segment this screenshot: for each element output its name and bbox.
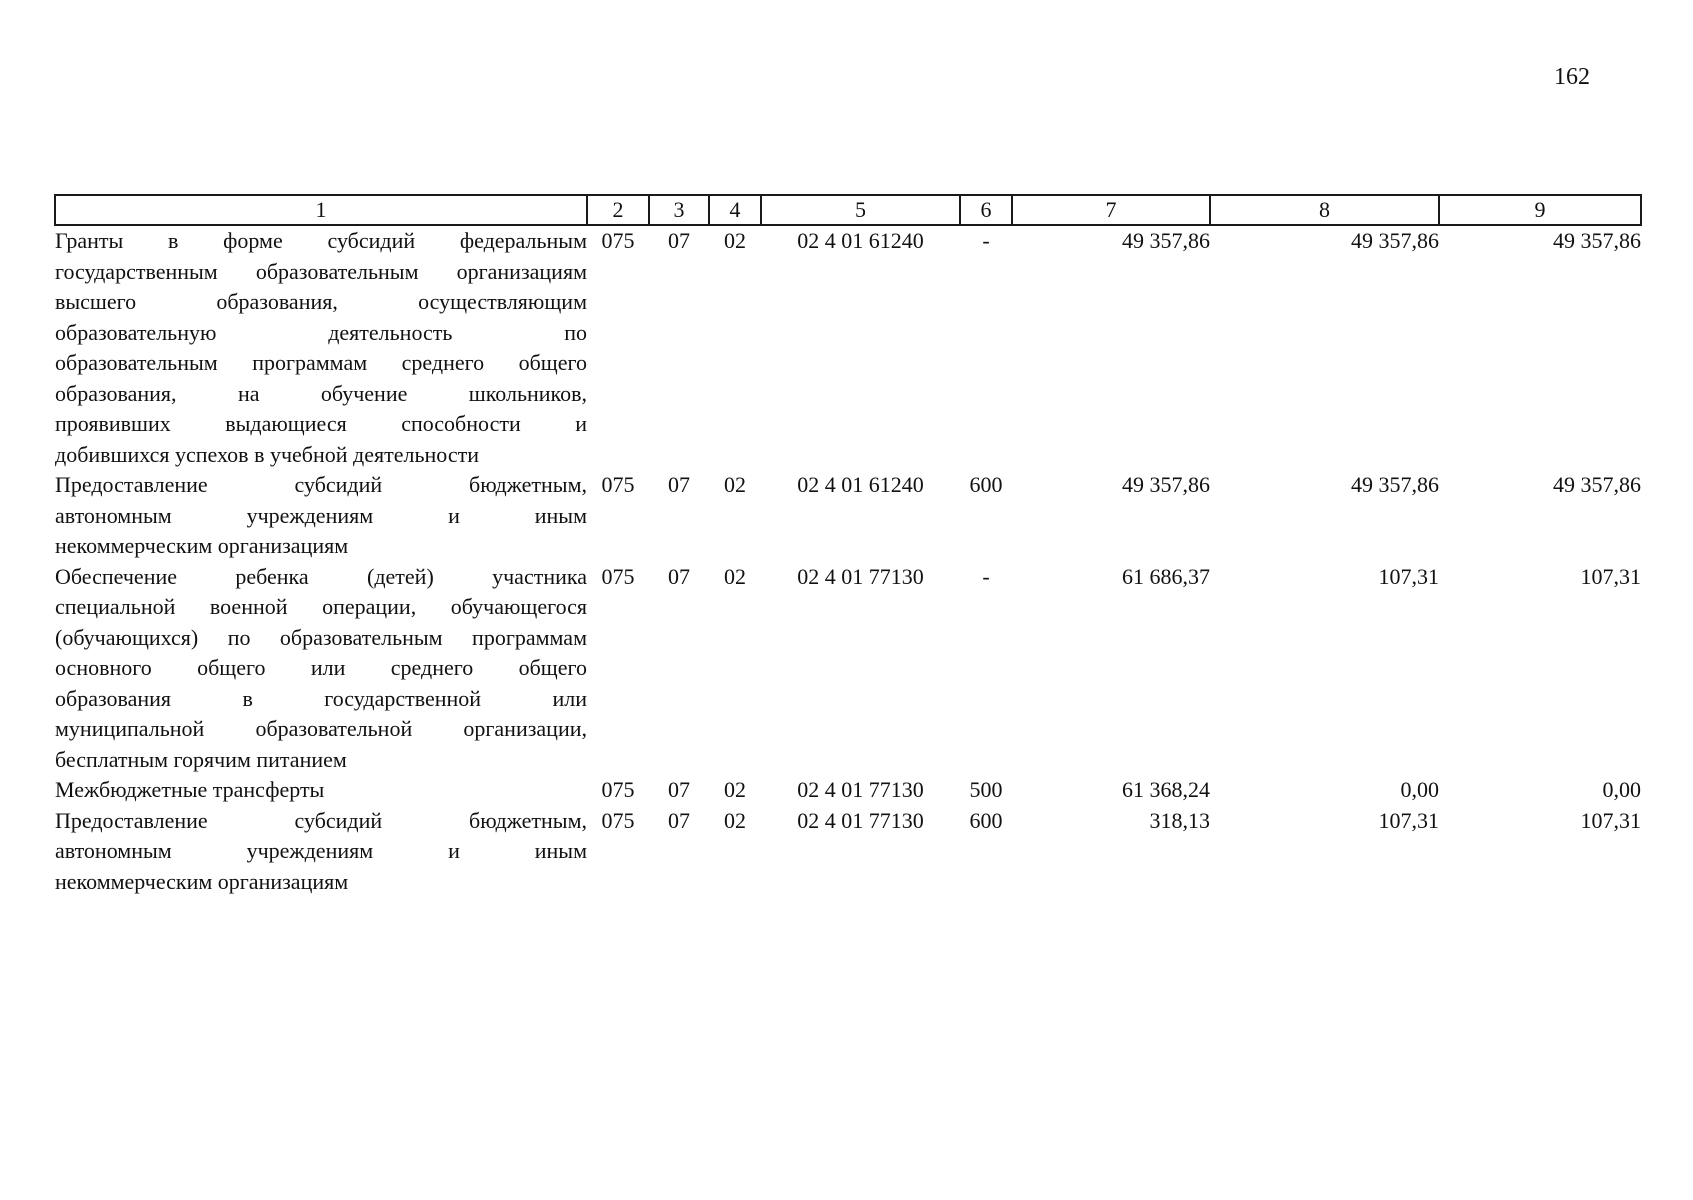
description-line: Предоставление субсидий бюджетным, [55,807,587,833]
cell-ministry-code: 075 [601,228,635,253]
header-row [55,195,1641,225]
cell-subsection: 02 [724,472,746,497]
cell-section: 07 [668,563,690,589]
row-description [55,562,587,776]
cell-expense-type: - [982,228,990,253]
description-line: автономным учреждениям и иным [55,838,587,863]
cell-amount-8: 0,00 [1400,777,1439,802]
description-line: образовательным программам среднего общего [55,350,587,375]
description-line: автономным учреждениям и иным [55,502,587,528]
row-description [55,225,587,470]
description-line: Обеспечение ребенка (детей) участника [55,563,587,589]
cell-expense-type: - [982,563,990,589]
description-line: (обучающихся) по образовательным программам [55,624,587,650]
header-col-3: 3 [649,195,709,225]
cell-target-code: 02 4 01 77130 [797,807,924,833]
cell-subsection: 02 [724,563,746,589]
cell-section: 07 [668,777,690,802]
cell-section: 07 [668,807,690,833]
cell-expense-type: 600 [969,472,1003,497]
cell-amount-7: 61 686,37 [1122,563,1210,589]
cell-amount-9: 0,00 [1602,777,1641,802]
cell-amount-7: 318,13 [1149,807,1210,833]
header-col-8: 8 [1210,195,1439,225]
description-line: государственным образовательным организациям [55,258,587,284]
description-line: специальной военной операции, обучающегося [55,594,587,619]
description-line: некоммерческим организациям [55,533,349,558]
cell-ministry-code: 075 [601,807,635,833]
description-line: проявивших выдающиеся способности и [55,411,587,436]
row-description [55,775,587,806]
cell-expense-type: 600 [969,807,1003,833]
cell-amount-7: 49 357,86 [1122,472,1210,497]
header-col-9: 9 [1439,195,1641,225]
description-line: Межбюджетные трансферты [55,777,325,802]
cell-target-code: 02 4 01 77130 [797,563,924,589]
table-row [55,806,1641,898]
table-header [55,195,1641,225]
description-line: образования в государственной или [55,685,587,711]
description-line: муниципальной образовательной организации, [55,716,587,741]
table-row [55,225,1641,470]
cell-amount-8: 107,31 [1378,563,1439,589]
cell-section: 07 [668,472,690,497]
cell-target-code: 02 4 01 61240 [797,228,924,253]
cell-amount-7: 49 357,86 [1122,228,1210,253]
row-description [55,806,587,898]
page-number: 162 [1554,64,1590,90]
header-col-5: 5 [761,195,960,225]
cell-amount-8: 49 357,86 [1351,472,1439,497]
header-col-7: 7 [1012,195,1210,225]
row-description [55,470,587,562]
header-col-2: 2 [587,195,649,225]
cell-subsection: 02 [724,807,746,833]
cell-section: 07 [668,228,690,253]
description-line: добившихся успехов в учебной деятельности [55,441,479,467]
cell-amount-9: 107,31 [1580,563,1641,589]
cell-amount-8: 107,31 [1378,807,1439,833]
description-line: Гранты в форме субсидий федеральным [55,228,587,253]
cell-amount-7: 61 368,24 [1122,777,1210,802]
description-line: образования, на обучение школьников, [55,380,587,406]
header-col-4: 4 [709,195,761,225]
cell-ministry-code: 075 [601,472,635,497]
cell-amount-9: 107,31 [1580,807,1641,833]
budget-table [54,194,1642,897]
cell-target-code: 02 4 01 61240 [797,472,924,497]
description-line: некоммерческим организациям [55,868,349,894]
cell-ministry-code: 075 [601,563,635,589]
cell-target-code: 02 4 01 77130 [797,777,924,802]
description-line: Предоставление субсидий бюджетным, [55,472,587,497]
table-row [55,562,1641,776]
header-col-6: 6 [960,195,1012,225]
cell-amount-9: 49 357,86 [1553,472,1641,497]
description-line: высшего образования, осуществляющим [55,289,587,314]
cell-subsection: 02 [724,777,746,802]
table-row [55,470,1641,562]
header-col-1: 1 [55,195,587,225]
description-line: бесплатным горячим питанием [55,746,347,772]
description-line: основного общего или среднего общего [55,655,587,680]
table-body [55,225,1641,897]
cell-ministry-code: 075 [601,777,635,802]
cell-amount-9: 49 357,86 [1553,228,1641,253]
cell-subsection: 02 [724,228,746,253]
cell-amount-8: 49 357,86 [1351,228,1439,253]
description-line: образовательную деятельность по [55,319,587,345]
table-row [55,775,1641,806]
cell-expense-type: 500 [969,777,1003,802]
